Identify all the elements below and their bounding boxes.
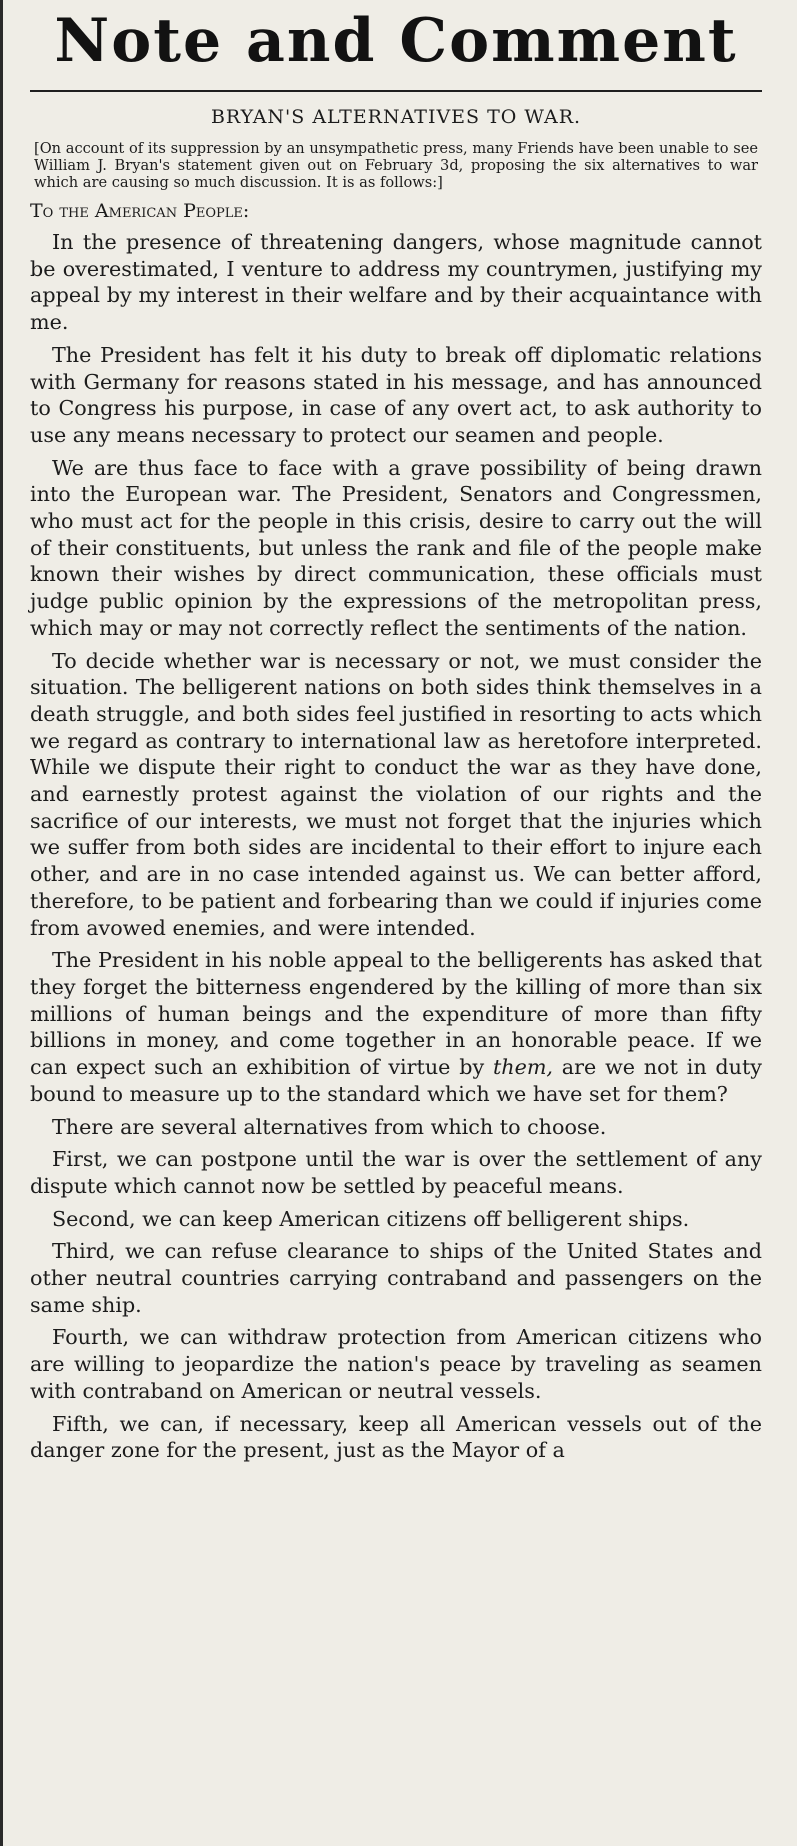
alternative-item: Second, we can keep American citizens off belligerent ships. — [52, 1206, 690, 1231]
paragraph-text: The President in his noble appeal to the belligerents has asked that they forget the bitterness engendered by the killing of more than six millions of human beings and the expenditure of more than fifty billions in money, and come together in an honorable peace. If we can expect such an exhibition of virtue by — [30, 948, 762, 1080]
alternative-item: Fourth, we can withdraw protection from American citizens who are willing to jeopardize the nation's peace by traveling as seamen with contraband on American or neutral vessels. — [30, 1325, 762, 1403]
article — [30, 104, 762, 1470]
salutation: To the American People: — [30, 200, 250, 222]
alternative-item: First, we can postpone until the war is over the settlement of any dispute which cannot now be settled by peaceful means. — [30, 1147, 762, 1198]
paragraph: To decide whether war is necessary or not, we must consider the situation. The belligerent nations on both sides think themselves in a death struggle, and both sides feel justified in resorting to acts which we regard as contrary to international law as heretofore interpreted. While we dispute their right to conduct the war as they have done, and earnestly protest against the violation of our rights and the sacrifice of our interests, we must not forget that the injuries which we suffer from both sides are incidental to their effort to injure each other, and are in no case intended against us. We can better afford, therefore, to be patient and forbearing than we could if injuries come from avowed enemies, and were intended. — [30, 648, 762, 940]
masthead-divider — [30, 90, 762, 92]
paragraph: The President has felt it his duty to break off diplomatic relations with Germany for reasons stated in his message, and has announced to Congress his purpose, in case of any overt act, to ask authority to use any means necessary to protect our seamen and people. — [30, 342, 762, 447]
paragraph — [30, 947, 762, 1107]
article-heading: BRYAN'S ALTERNATIVES TO WAR. — [210, 106, 582, 128]
alternative-item: Fifth, we can, if necessary, keep all American vessels out of the danger zone for the present, just as the Mayor of a — [30, 1411, 762, 1463]
masthead-title: Note and Comment — [54, 6, 738, 76]
paragraph: We are thus face to face with a grave possibility of being drawn into the European war. The President, Senators and Congressmen, who must act for the people in this crisis, desire to carry out the will of their constituents, but unless the rank and file of the people make known their wishes by direct communication, these officials must judge public opinion by the expressions of the metropolitan press, which may or may not correctly reflect the sentiments of the nation. — [30, 455, 762, 640]
alternative-item: Third, we can refuse clearance to ships of the United States and other neutral countries carrying contraband and passengers on the same ship. — [30, 1239, 762, 1317]
column-rule — [0, 0, 3, 1846]
paragraph-text: are we not in duty bound to measure up to the standard which we have set for them? — [30, 1055, 762, 1106]
editor-note: [On account of its suppression by an unsympathetic press, many Friends have been unable to see William J. Bryan's statement given out on February 3d, proposing the six alternatives to war which are causing so much discussion. It is as follows:] — [34, 140, 758, 191]
paragraph: In the presence of threatening dangers, whose magnitude cannot be overestimated, I venture to address my countrymen, justifying my appeal by my interest in their welfare and by their acquaintance with me. — [30, 230, 762, 335]
alternatives-intro: There are several alternatives from which to choose. — [52, 1114, 607, 1139]
emphasis-text: them, — [492, 1055, 554, 1080]
